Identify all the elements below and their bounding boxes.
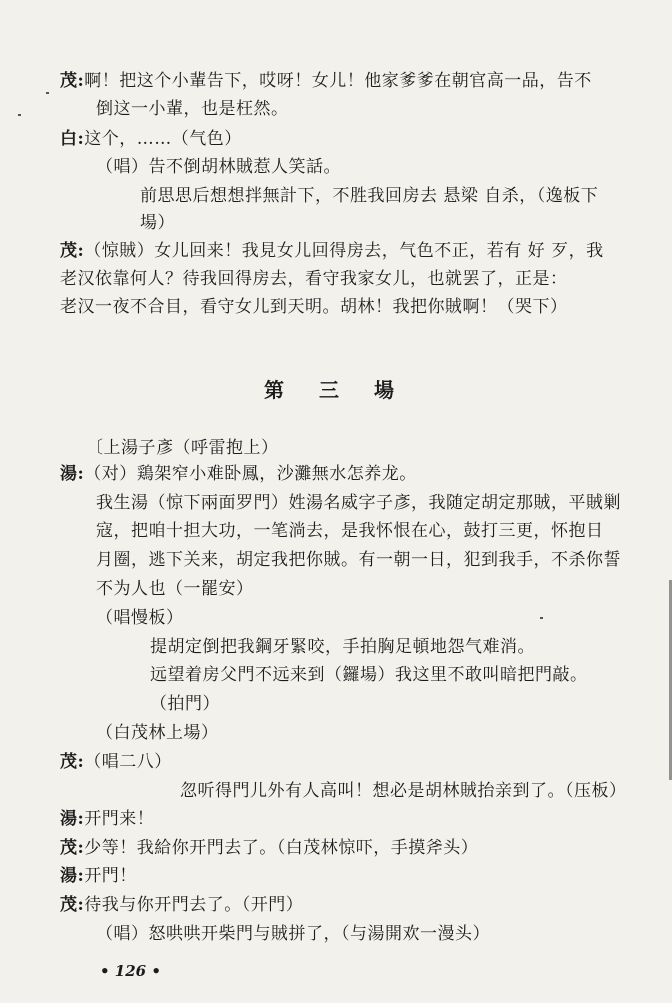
text-line xyxy=(96,607,184,629)
speaker-label: 茂: xyxy=(60,241,85,261)
text-line xyxy=(60,463,417,485)
text-line xyxy=(60,865,137,887)
line-text: 少等！我給你开門去了。（白茂林惊吓，手摸斧头） xyxy=(84,838,479,858)
speaker-label: 茂: xyxy=(60,895,85,915)
scene-heading: 第 三 場 xyxy=(264,378,408,402)
line-text: （拍門） xyxy=(150,694,220,714)
scan-speck xyxy=(18,114,21,116)
line-text: 寇，把咱十担大功，一笔淌去，是我怀恨在心，鼓打三更，怀抱日 xyxy=(96,521,604,541)
line-text: 忽听得門儿外有人高叫！想必是胡林賊抬亲到了。（压板） xyxy=(180,781,627,801)
speaker-label: 湯: xyxy=(60,464,85,484)
line-text: 提胡定倒把我鋼牙緊咬，手拍胸足頓地怨气难消。 xyxy=(150,637,535,657)
line-text: 〔上湯子彥（呼雷抱上） xyxy=(86,438,279,458)
speaker-label: 湯: xyxy=(60,809,85,829)
page-number: • 126 • xyxy=(100,962,161,980)
speaker-label: 茂: xyxy=(60,838,85,858)
text-line xyxy=(150,693,220,715)
line-text: 月圈，逃下关来，胡定我把你賊。有一朝一日，犯到我手，不杀你誓 xyxy=(96,550,621,570)
line-text: （唱）告不倒胡林賊惹人笑話。 xyxy=(96,157,341,177)
text-line xyxy=(60,240,604,262)
line-text: （白茂林上場） xyxy=(96,723,219,743)
speaker-label: 白: xyxy=(60,129,85,149)
text-line xyxy=(140,185,598,207)
text-line xyxy=(86,437,279,459)
text-line xyxy=(60,751,172,773)
line-text: 場） xyxy=(140,213,175,233)
text-line xyxy=(150,664,588,686)
line-text: （唱二八） xyxy=(84,752,172,772)
line-text: 待我与你开門去了。（开門） xyxy=(84,895,304,915)
text-line xyxy=(60,296,568,318)
text-line xyxy=(180,780,627,802)
text-line xyxy=(150,636,535,658)
line-text: 我生湯（惊下兩面罗門）姓湯名威字子彥，我随定胡定那賊，平賊剿 xyxy=(96,493,621,513)
line-text: （对）鶏架窄小难卧鳳，沙灘無水怎养龙。 xyxy=(84,464,417,484)
text-line xyxy=(140,212,175,234)
line-text: （惊賊）女儿回来！我見女儿回得房去，气色不正，若有 好 歹，我 xyxy=(84,241,604,261)
text-line xyxy=(60,268,568,290)
line-text: 开門来！ xyxy=(84,809,155,829)
line-text: 不为人也（一罷安） xyxy=(96,579,254,599)
text-line xyxy=(96,492,621,514)
line-text: 啊！把这个小輩告下，哎呀！女儿！他家爹爹在朝官高一品，告不 xyxy=(84,71,592,91)
text-line xyxy=(96,156,341,178)
text-line xyxy=(96,98,289,120)
scan-speck xyxy=(540,617,543,619)
line-text: （唱慢板） xyxy=(96,608,184,628)
text-line xyxy=(96,722,219,744)
scan-speck xyxy=(46,92,49,94)
text-line xyxy=(96,549,621,571)
speaker-label: 茂: xyxy=(60,71,85,91)
line-text: 老汉依靠何人？待我回得房去，看守我家女儿，也就罢了，正是： xyxy=(60,269,568,289)
text-line xyxy=(60,894,303,916)
speaker-label: 湯: xyxy=(60,866,85,886)
line-text: （唱）怒哄哄开柴門与賊拼了，（与湯開欢一漫头） xyxy=(96,924,490,944)
text-line xyxy=(96,923,490,945)
line-text: 远望着房父門不远来到（鑼場）我这里不敢叫暗把門敲。 xyxy=(150,665,588,685)
line-text: 这个，……（气色） xyxy=(84,129,242,149)
line-text: 开門！ xyxy=(84,866,137,886)
text-line xyxy=(60,70,592,92)
speaker-label: 茂: xyxy=(60,752,85,772)
line-text: 前思思后想想拌無計下，不胜我回房去 悬梁 自杀，（逸板下 xyxy=(140,186,599,206)
text-line xyxy=(60,837,478,859)
text-line xyxy=(60,128,242,150)
text-line xyxy=(96,520,604,542)
line-text: 倒这一小輩，也是枉然。 xyxy=(96,99,289,119)
text-line xyxy=(96,578,254,600)
text-line xyxy=(60,808,154,830)
line-text: 老汉一夜不合目，看守女儿到天明。胡林！我把你賊啊！（哭下） xyxy=(60,297,568,317)
